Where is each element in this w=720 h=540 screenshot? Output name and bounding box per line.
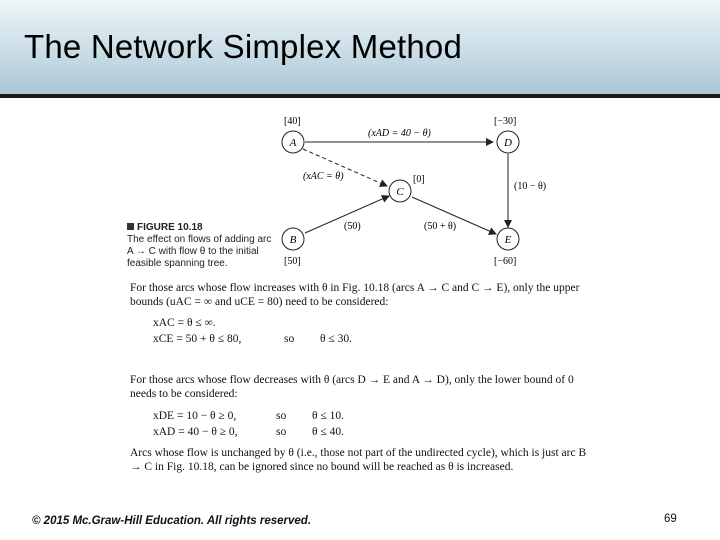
node-e [497,228,519,250]
arc-label-de: (10 − θ) [514,181,547,192]
supply-a: [40] [284,116,301,127]
figure-caption [127,222,277,270]
paragraph-decrease: For those arcs whose flow decreases with θ (arcs D → E and A → D), only the lower bound of 0 needs to be considered: [130,374,574,400]
arc-label-ac: (xAC = θ) [303,171,344,182]
figure-caption-text: The effect on flows of adding arc A → C with flow θ to the initial feasible spanning tree. [127,234,272,269]
arc-label-ce: (50 + θ) [424,221,457,232]
supply-b: [50] [284,256,301,267]
paragraph-unchanged: Arcs whose flow is unchanged by θ (i.e., those not part of the undirected cycle), which is just arc B → C in Fig. 10.18, can be ignored since no bound will be reached as θ is increased. [130,447,587,473]
equation-xad-so: so [276,426,287,438]
equation-xce: xCE = 50 + θ ≤ 80, [153,333,242,345]
svg-text:E: E [504,234,512,246]
arc-label-bc: (50) [344,221,361,232]
equation-xad: xAD = 40 − θ ≥ 0, [153,426,238,438]
equation-xce-so: so [284,333,295,345]
node-d [497,131,519,153]
slide-title: The Network Simplex Method [24,28,463,65]
svg-text:B: B [289,234,297,246]
arc-label-ad: (xAD = 40 − θ) [368,128,431,139]
svg-text:D: D [504,137,512,149]
node-a [282,131,304,153]
supply-e: [−60] [494,256,517,267]
svg-text:A: A [289,137,297,149]
equation-xce-result: θ ≤ 30. [320,333,352,345]
page-number: 69 [664,513,677,525]
equation-xad-result: θ ≤ 40. [312,426,344,438]
equation-xde: xDE = 10 − θ ≥ 0, [153,410,237,422]
svg-text:C: C [396,186,404,198]
paragraph-increase: For those arcs whose flow increases with θ in Fig. 10.18 (arcs A → C and C → E), only the upper bounds (uAC = ∞ and uCE = 80) need to be considered: [130,282,580,308]
equation-xde-so: so [276,410,287,422]
supply-c: [0] [413,174,425,185]
supply-d: [−30] [494,116,517,127]
node-c [389,180,411,202]
caption-square-icon [127,223,134,230]
copyright-footer: © 2015 Mc.Graw-Hill Education. All rights reserved. [32,515,312,527]
figure-caption-title: FIGURE 10.18 [137,222,203,233]
equation-xde-result: θ ≤ 10. [312,410,344,422]
equation-xac: xAC = θ ≤ ∞. [153,317,216,329]
node-b [282,228,304,250]
